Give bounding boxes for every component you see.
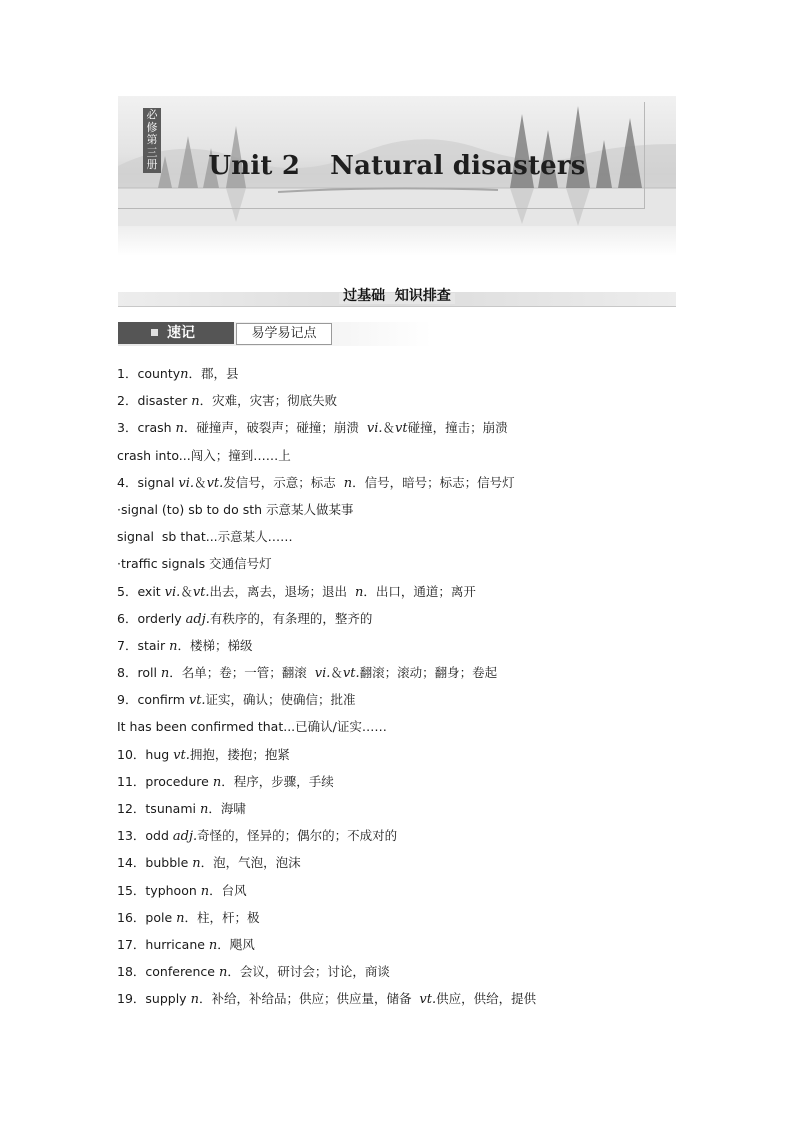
vocab-text: ＆ [180, 583, 193, 599]
part-of-speech: n [192, 856, 201, 872]
square-bullet-icon [151, 329, 158, 336]
part-of-speech: n [180, 367, 189, 382]
vocab-text: ．郡，县 [188, 366, 239, 381]
part-of-speech: vt. [188, 693, 206, 709]
part-of-speech: adj. [172, 829, 198, 845]
vocab-text: 奇怪的，怪异的；偶尔的；不成对的 [197, 828, 398, 844]
vocab-text: 6．orderly [117, 610, 186, 626]
section-title [0, 286, 794, 306]
vocab-item [117, 799, 697, 826]
vocab-item [117, 636, 697, 663]
vocab-text: 2．disaster [117, 393, 192, 409]
vocab-text: ·signal (to) sb to do sth 示意某人做某事 [117, 501, 354, 517]
vocab-item [117, 446, 697, 473]
vocab-text: 15．typhoon [117, 882, 201, 898]
section-title-text: 过基础 知识排查 [339, 288, 455, 304]
vocab-text: 16．pole [117, 909, 177, 925]
vocab-text: 13．odd [117, 828, 173, 844]
vocab-text: ．海啸 [208, 801, 246, 816]
vocab-text: 供应，供给，提供 [436, 991, 537, 1007]
vocab-list [117, 364, 697, 1017]
part-of-speech: n [200, 883, 210, 899]
vocab-text: ．程序，步骤，手续 [221, 773, 334, 789]
vocab-text: 证实，确认；使确信；批准 [205, 692, 356, 708]
vocab-text: 碰撞，撞击；崩溃 [407, 420, 508, 436]
part-of-speech: vt [395, 421, 408, 437]
vocab-item [117, 364, 697, 391]
vocab-text: 11．procedure [117, 773, 213, 789]
banner-shadow [118, 226, 676, 256]
part-of-speech: vi. [314, 666, 331, 682]
vocab-item [117, 690, 697, 717]
vocab-item [117, 853, 697, 880]
vocab-text: ．出口，通道；离开 [363, 583, 476, 599]
part-of-speech: vt. [419, 992, 437, 1008]
part-of-speech: n [190, 992, 199, 1008]
part-of-speech: n [176, 910, 185, 926]
vocab-text: ．碰撞声，破裂声；碰撞；崩溃 [183, 420, 367, 436]
vocab-item [117, 881, 697, 908]
vocab-text: 14．bubble [117, 855, 193, 871]
vocab-item [117, 908, 697, 935]
vocab-text: ＆ [330, 665, 343, 681]
part-of-speech: n [208, 937, 218, 953]
part-of-speech: vi. [164, 584, 181, 600]
part-of-speech: n [191, 394, 200, 410]
vocab-text: It has been confirmed that...已确认/证实…… [117, 719, 387, 735]
vocab-text: 有秩序的，有条理的，整齐的 [209, 610, 373, 626]
vocab-text: 发信号，示意；标志 [223, 474, 344, 490]
unit-label: Unit 2 [208, 151, 301, 181]
vocab-text: ＆ [194, 474, 207, 490]
part-of-speech: vi. [178, 475, 195, 491]
vocab-text: 18．conference [117, 964, 219, 980]
vocab-text: 9．confirm [117, 692, 189, 708]
part-of-speech: vt. [192, 584, 210, 600]
part-of-speech: n [354, 584, 364, 600]
vocab-item [117, 962, 697, 989]
vocab-text: ．灾难，灾害；彻底失败 [199, 393, 338, 409]
vocab-item [117, 500, 697, 527]
vocab-item [117, 527, 697, 554]
vocab-text: 8．roll [117, 665, 161, 681]
part-of-speech: n [169, 638, 178, 654]
part-of-speech: vt. [342, 666, 360, 682]
vocab-text: 12．tsunami [117, 801, 200, 816]
vocab-text: 7．stair [117, 637, 170, 653]
vocab-text: 17．hurricane [117, 936, 209, 952]
volume-tag: 必修第三册 [143, 108, 161, 173]
vocab-item [117, 717, 697, 744]
vocab-item [117, 473, 697, 500]
vocab-text: 翻滚；滚动；翻身；卷起 [359, 665, 498, 681]
vocab-text: ．名单；卷；一管；翻滚 [169, 665, 315, 681]
vocab-text: 5．exit [117, 583, 165, 599]
vocab-item [117, 826, 697, 853]
vocab-text: signal sb that...示意某人…… [117, 529, 293, 545]
vocab-text: ．柱，杆；极 [184, 909, 260, 925]
vocab-item [117, 663, 697, 690]
part-of-speech: n [343, 475, 353, 491]
vocab-item [117, 609, 697, 636]
part-of-speech: vi. [366, 421, 383, 437]
vocab-text: 出去，离去，退场；退出 [209, 583, 355, 599]
part-of-speech: n [160, 666, 170, 682]
part-of-speech: vt. [206, 475, 224, 491]
vocab-text: ．飓风 [217, 936, 255, 952]
vocab-item [117, 989, 697, 1016]
vocab-item [117, 418, 697, 445]
vocab-text: crash into...闯入；撞到……上 [117, 447, 291, 463]
vocab-text: 拥抱，搂抱；抱紧 [189, 746, 290, 762]
tab-easy-points: 易学易记点 [236, 323, 332, 345]
vocab-item [117, 745, 697, 772]
vocab-text: 3．crash [117, 420, 176, 436]
vocab-item [117, 582, 697, 609]
vocab-item [117, 391, 697, 418]
vocab-text: ．会议，研讨会；讨论，商谈 [227, 964, 390, 980]
part-of-speech: adj. [185, 611, 210, 627]
vocab-text: ．泡，气泡，泡沫 [200, 855, 301, 871]
vocab-text: ．台风 [209, 882, 247, 898]
tab-quick-memo [118, 322, 234, 344]
vocab-text: 19．supply [117, 991, 191, 1007]
vocab-text: ．信号，暗号；标志；信号灯 [352, 474, 515, 490]
vocab-text: 10．hug [117, 746, 174, 762]
vocab-text: ．补给，补给品；供应；供应量，储备 [198, 991, 420, 1007]
vocab-item [117, 772, 697, 799]
vocab-text: 4．signal [117, 474, 179, 490]
part-of-speech: vt. [173, 747, 190, 763]
unit-title [0, 150, 794, 182]
vocab-item [117, 935, 697, 962]
vocab-item [117, 554, 697, 581]
vocab-text: ．楼梯；梯级 [177, 637, 253, 653]
part-of-speech: n [175, 421, 184, 437]
vocab-text: 1．county [117, 366, 181, 381]
part-of-speech: n [218, 965, 228, 981]
vocab-text: ＆ [382, 420, 396, 436]
unit-name: Natural disasters [330, 151, 586, 181]
vocab-text: ·traffic signals 交通信号灯 [117, 556, 272, 572]
tab-quick-memo-label: 速记 [167, 325, 195, 341]
part-of-speech: n [199, 802, 209, 817]
part-of-speech: n [212, 774, 222, 790]
